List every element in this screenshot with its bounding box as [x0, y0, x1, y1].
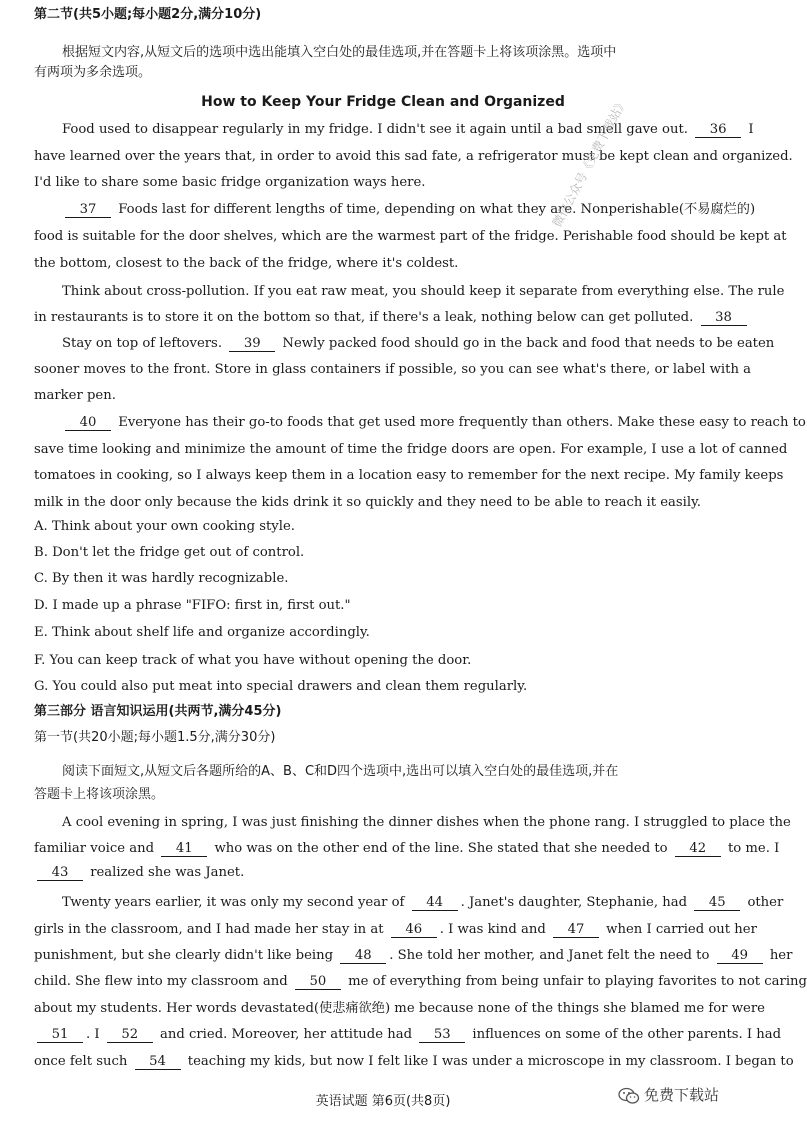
- answer-blank[interactable]: 50: [295, 974, 341, 990]
- answer-blank[interactable]: 37: [65, 202, 111, 218]
- paragraph-line: Think about cross-pollution. If you eat raw meat, you should keep it separate from everything else. The rule: [62, 284, 785, 299]
- cloze-line: punishment, but she clearly didn't like being 48 . She told her mother, and Janet felt the need to 49 her: [34, 948, 793, 963]
- section2-header: 第二节(共5小题;每小题2分,满分10分): [34, 7, 262, 22]
- paragraph-line: have learned over the years that, in order to avoid this sad fate, a refrigerator must be kept clean and organized.: [34, 149, 793, 164]
- answer-blank[interactable]: 47: [553, 922, 599, 938]
- answer-blank[interactable]: 41: [161, 841, 207, 857]
- paragraph-line: Stay on top of leftovers. 39 Newly packed food should go in the back and food that needs to be eaten: [62, 336, 775, 351]
- section2-instruction-cont: 有两项为多余选项。: [34, 65, 152, 80]
- part3-header: 第三部分 语言知识运用(共两节,满分45分): [34, 704, 282, 719]
- cloze-line: girls in the classroom, and I had made her stay in at 46 . I was kind and 47 when I carried out her: [34, 922, 757, 937]
- answer-blank[interactable]: 49: [717, 948, 763, 964]
- watermark: 免费下载站: [618, 1084, 719, 1105]
- answer-blank[interactable]: 43: [37, 865, 83, 881]
- cloze-line: once felt such 54 teaching my kids, but now I felt like I was under a microscope in my classroom. I began to: [34, 1054, 794, 1069]
- part3-instruction-cont: 答题卡上将该项涂黑。: [34, 787, 165, 802]
- cloze-line: A cool evening in spring, I was just finishing the dinner dishes when the phone rang. I struggled to place the: [62, 815, 791, 830]
- answer-blank[interactable]: 52: [107, 1027, 153, 1043]
- answer-blank[interactable]: 54: [135, 1054, 181, 1070]
- cloze-line: about my students. Her words devastated(使悲痛欲绝) me because none of the things she blamed me for were: [34, 1001, 765, 1016]
- answer-blank[interactable]: 39: [229, 336, 275, 352]
- option-a: A. Think about your own cooking style.: [34, 519, 295, 534]
- answer-blank[interactable]: 42: [675, 841, 721, 857]
- section2-instruction: 根据短文内容,从短文后的选项中选出能填入空白处的最佳选项,并在答题卡上将该项涂黑。选项中: [62, 45, 617, 60]
- cloze-line: Twenty years earlier, it was only my second year of 44 . Janet's daughter, Stephanie, had 45 other: [62, 895, 784, 910]
- paragraph-line: 37 Foods last for different lengths of time, depending on what they are. Nonperishable(不易腐烂的): [62, 201, 742, 219]
- option-b: B. Don't let the fridge get out of control.: [34, 545, 305, 560]
- paragraph-line: sooner moves to the front. Store in glass containers if possible, so you can see what's there, or label with a: [34, 362, 751, 377]
- cloze-line: 43 realized she was Janet.: [34, 864, 742, 882]
- part3-section1-header: 第一节(共20小题;每小题1.5分,满分30分): [34, 730, 276, 745]
- cloze-line: child. She flew into my classroom and 50 me of everything from being unfair to playing favorites to not caring: [34, 974, 807, 989]
- option-e: E. Think about shelf life and organize accordingly.: [34, 625, 370, 640]
- part3-instruction: 阅读下面短文,从短文后各题所给的A、B、C和D四个选项中,选出可以填入空白处的最佳选项,并在: [62, 764, 619, 779]
- paragraph-line: 40 Everyone has their go-to foods that get used more frequently than others. Make these easy to reach to: [62, 414, 742, 432]
- paragraph-line: food is suitable for the door shelves, which are the warmest part of the fridge. Perishable food should be kept at: [34, 229, 787, 244]
- answer-blank[interactable]: 38: [701, 310, 747, 326]
- wechat-icon: [618, 1087, 640, 1105]
- cloze-line: 51 . I 52 and cried. Moreover, her attitude had 53 influences on some of the other parents. I had: [34, 1026, 742, 1044]
- paragraph-line: the bottom, closest to the back of the fridge, where it's coldest.: [34, 256, 459, 271]
- page-footer: 英语试题 第6页(共8页): [315, 1094, 451, 1109]
- answer-blank[interactable]: 45: [694, 895, 740, 911]
- answer-blank[interactable]: 53: [419, 1027, 465, 1043]
- cloze-line: familiar voice and 41 who was on the other end of the line. She stated that she needed to 42 to me. I: [34, 841, 780, 856]
- paragraph-line: save time looking and minimize the amount of time the fridge doors are open. For example, I use a lot of canned: [34, 442, 788, 457]
- option-g: G. You could also put meat into special drawers and clean them regularly.: [34, 679, 528, 694]
- answer-blank[interactable]: 48: [340, 948, 386, 964]
- paragraph-line: in restaurants is to store it on the bottom so that, if there's a leak, nothing below can get polluted. 38: [34, 309, 742, 327]
- paragraph-line: tomatoes in cooking, so I always keep them in a location easy to remember for the next recipe. My family keeps: [34, 468, 784, 483]
- paragraph-line: milk in the door only because the kids drink it so quickly and they need to be able to reach it easily.: [34, 495, 702, 510]
- answer-blank[interactable]: 46: [391, 922, 437, 938]
- answer-blank[interactable]: 40: [65, 415, 111, 431]
- option-c: C. By then it was hardly recognizable.: [34, 571, 289, 586]
- answer-blank[interactable]: 51: [37, 1027, 83, 1043]
- option-f: F. You can keep track of what you have without opening the door.: [34, 653, 472, 668]
- paragraph-line: Food used to disappear regularly in my fridge. I didn't see it again until a bad smell gave out. 36 I: [62, 122, 754, 137]
- answer-blank[interactable]: 44: [412, 895, 458, 911]
- paragraph-line: I'd like to share some basic fridge organization ways here.: [34, 175, 426, 190]
- watermark-stamp: 微信公众号《免费下载站》: [549, 95, 630, 230]
- option-d: D. I made up a phrase "FIFO: first in, first out.": [34, 598, 351, 613]
- passage-title: How to Keep Your Fridge Clean and Organized: [201, 94, 565, 110]
- answer-blank[interactable]: 36: [695, 122, 741, 138]
- paragraph-line: marker pen.: [34, 388, 116, 403]
